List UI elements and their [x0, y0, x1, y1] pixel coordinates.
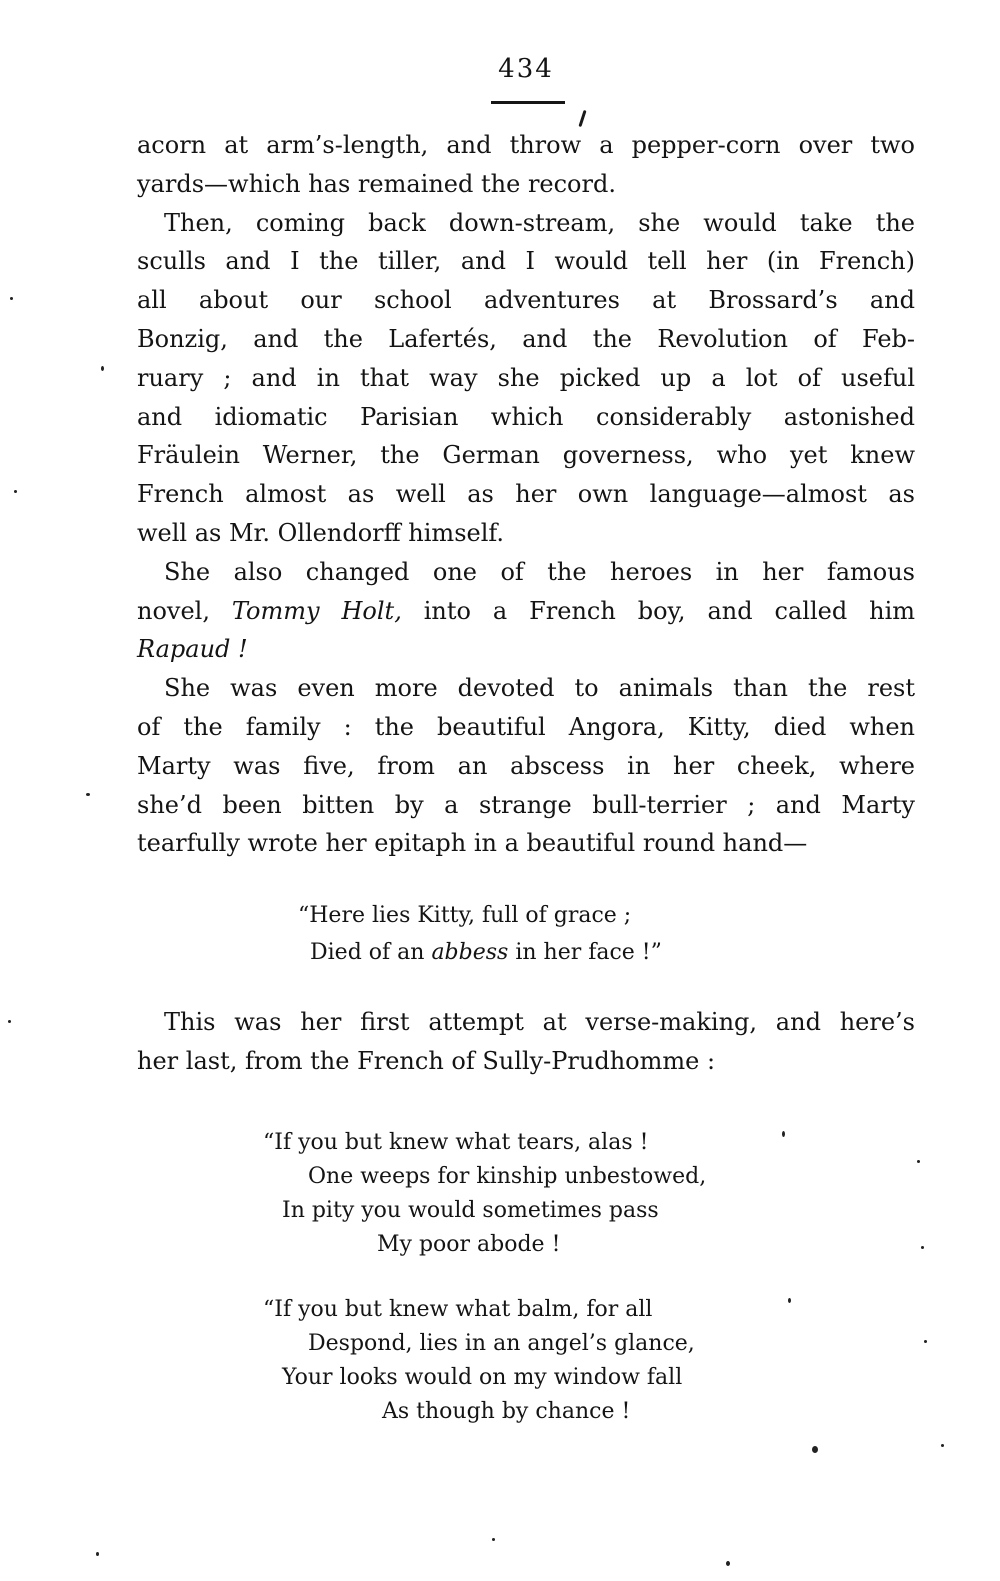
- after-epitaph-text-block: [137, 1003, 915, 1081]
- poem-line: “If you but knew what balm, for all: [263, 1297, 653, 1322]
- scan-speck: [782, 1131, 785, 1137]
- epitaph-text-span: Died of an: [310, 940, 432, 965]
- scan-speck: [96, 1552, 99, 1556]
- body-line: sculls and I the tiller, and I would tell her (in French): [137, 247, 915, 276]
- body-line: This was her first attempt at verse-making, and here’s: [164, 1008, 915, 1036]
- body-line: Fräulein Werner, the German governess, who yet knew: [137, 441, 915, 470]
- epitaph-line: [137, 934, 915, 971]
- body-line: [137, 630, 915, 669]
- body-line: ruary ; and in that way she picked up a lot of useful: [137, 363, 915, 392]
- poem-line: My poor abode !: [377, 1232, 561, 1257]
- character-name-italic: Rapaud !: [137, 635, 248, 664]
- body-line: she’d been bitten by a strange bull-terrier ; and Marty: [137, 790, 915, 819]
- scan-speck: [101, 366, 104, 371]
- page-number: 434: [498, 54, 554, 84]
- body-line: of the family : the beautiful Angora, Kitty, died when: [137, 712, 915, 741]
- body-line: Bonzig, and the Lafertés, and the Revolution of Feb-: [137, 324, 915, 353]
- scan-speck: [924, 1340, 927, 1343]
- scan-speck: [941, 1444, 944, 1447]
- body-line: and idiomatic Parisian which considerably astonished: [137, 402, 915, 431]
- body-line: She was even more devoted to animals than the rest: [164, 674, 915, 703]
- body-line: yards—which has remained the record.: [137, 169, 616, 198]
- main-text-block: [137, 126, 915, 863]
- epitaph-verse: [137, 897, 915, 971]
- scan-speck: [10, 297, 13, 300]
- scan-speck: [492, 1538, 495, 1541]
- book-title-italic: Tommy Holt,: [231, 596, 402, 625]
- scan-speck: [726, 1561, 730, 1566]
- poem-stanza-2: [137, 1293, 915, 1429]
- body-line: well as Mr. Ollendorff himself.: [137, 518, 505, 547]
- scan-speck: [917, 1160, 920, 1163]
- poem-line: Your looks would on my window fall: [282, 1365, 683, 1390]
- header-rule: [491, 101, 565, 104]
- epitaph-text-span: in her face !”: [508, 940, 662, 965]
- poem-line: “If you but knew what tears, alas !: [263, 1130, 649, 1155]
- scan-speck: [921, 1246, 924, 1249]
- poem-line: Despond, lies in an angel’s glance,: [308, 1331, 695, 1356]
- body-line: Then, coming back down-stream, she would take the: [164, 208, 915, 237]
- epitaph-italic-word: abbess: [431, 940, 509, 965]
- body-text-span: into a French boy, and called him: [401, 596, 916, 625]
- body-line: tearfully wrote her epitaph in a beautiful round hand—: [137, 829, 808, 858]
- scan-speck: [812, 1446, 818, 1453]
- body-line: Marty was five, from an abscess in her cheek, where: [137, 751, 915, 780]
- poem-stanza-1: [137, 1126, 915, 1262]
- poem-line: One weeps for kinship unbestowed,: [308, 1164, 707, 1189]
- body-line: [137, 592, 915, 631]
- body-line: French almost as well as her own language—almost as: [137, 480, 915, 509]
- scan-speck: [8, 1020, 11, 1023]
- epitaph-line: “Here lies Kitty, full of grace ;: [298, 903, 632, 928]
- scan-speck: [14, 490, 17, 493]
- scan-speck: [788, 1298, 791, 1303]
- poem-line: In pity you would sometimes pass: [282, 1198, 659, 1223]
- body-text-span: novel,: [137, 596, 232, 625]
- body-line: She also changed one of the heroes in her famous: [164, 557, 915, 586]
- scan-speck: [86, 793, 90, 796]
- scan-stray-mark: [578, 110, 586, 127]
- poem-line: As though by chance !: [382, 1399, 631, 1424]
- body-line: acorn at arm’s-length, and throw a pepper-corn over two: [137, 131, 915, 159]
- body-line: all about our school adventures at Brossard’s and: [137, 286, 915, 315]
- body-line: her last, from the French of Sully-Prudhomme :: [137, 1046, 716, 1075]
